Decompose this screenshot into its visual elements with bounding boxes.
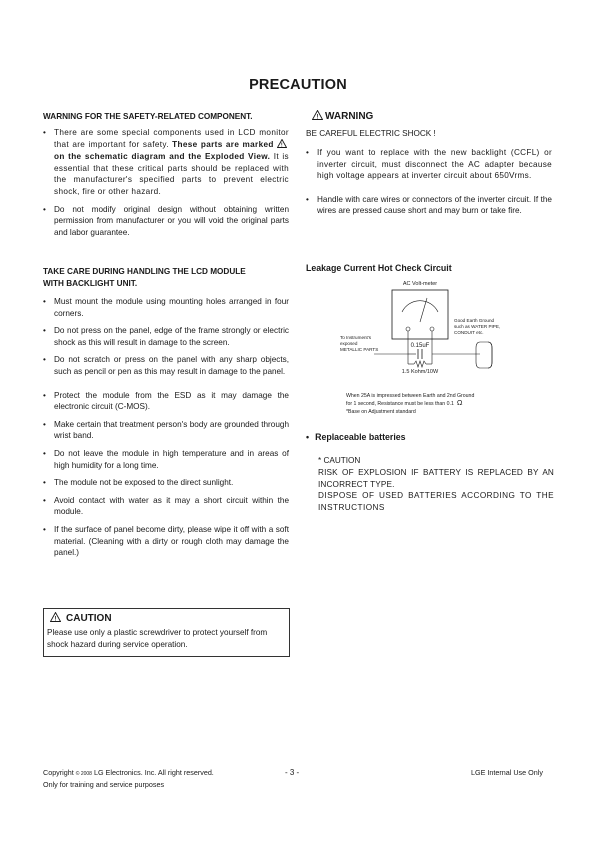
list-item: • Handle with care wires or connectors of the inverter circuit. If the wires are pressed cause short and may burn or take fire. xyxy=(306,194,552,217)
right-label-3: CONDUIT etc. xyxy=(454,330,484,335)
copyright-rest: LG Electronics. Inc. All right reserved. xyxy=(93,768,214,777)
right-label-1: Good Earth Ground xyxy=(454,318,495,323)
left-label-1: To Instrument's xyxy=(340,335,372,340)
safety-text-3: Do not modify original design without obtaining written permission from manufacturer or you will void the original parts and labor guarantee. xyxy=(54,204,289,237)
left-label-2: exposed xyxy=(340,341,358,346)
lcd-module-heading-line1: TAKE CARE DURING HANDLING THE LCD MODULE xyxy=(43,267,246,276)
list-item: • Do not scratch or press on the panel with any sharp objects, such as pencil or pen as this may result in damage to the panel. xyxy=(43,354,289,377)
warning-list xyxy=(306,147,552,217)
ohm-symbol: Ω xyxy=(456,398,463,407)
safety-component-list xyxy=(43,127,289,238)
warning-triangle-icon xyxy=(312,110,323,123)
footer-line2: Only for training and service purposes xyxy=(43,779,165,789)
list-item: • Must mount the module using mounting holes arranged in four corners. xyxy=(43,296,289,319)
warning-heading xyxy=(312,110,373,123)
capacitor-label: 0.15uF xyxy=(410,343,430,349)
note-line-1: When 25A is impressed between Earth and 2nd Ground xyxy=(346,393,475,399)
footer-line1 xyxy=(43,768,214,780)
safety-component-heading: WARNING FOR THE SAFETY-RELATED COMPONENT. xyxy=(43,112,253,121)
leakage-heading: Leakage Current Hot Check Circuit xyxy=(306,263,452,273)
batteries-heading xyxy=(306,432,406,442)
safety-bold-2: on the schematic diagram and the Exploded View. xyxy=(54,152,271,162)
list-item: • Do not press on the panel, edge of the frame strongly or electric shock as this will result in damage to the screen. xyxy=(43,325,289,348)
footer-copyright xyxy=(43,768,214,789)
lcd-module-heading-line2: WITH BACKLIGHT UNIT. xyxy=(43,279,138,288)
leakage-circuit-diagram xyxy=(330,276,560,416)
water-pipe-icon xyxy=(476,342,492,368)
caution-text: Please use only a plastic screwdriver to protect yourself from shock hazard during service operation. xyxy=(47,628,268,649)
list-item: • Make certain that treatment person's body are grounded through wrist band. xyxy=(43,419,289,442)
safety-bold-1: These parts are marked xyxy=(172,139,274,149)
list-item: • Avoid contact with water as it may a short circuit within the module. xyxy=(43,495,289,518)
terminal-right xyxy=(430,327,434,331)
batteries-caution xyxy=(318,455,554,514)
list-item: • If the surface of panel become dirty, please wipe it off with a soft material. (Cleaning with a dirty or rough cloth may damage the panel.) xyxy=(43,524,289,559)
caution-box xyxy=(43,608,290,657)
lcd-module-list xyxy=(43,296,289,559)
warning-triangle-icon xyxy=(277,139,287,152)
caution-heading xyxy=(50,612,112,625)
list-item xyxy=(43,127,289,198)
terminal-left xyxy=(406,327,410,331)
list-item: • The module not be exposed to the direct sunlight. xyxy=(43,477,289,489)
bullet-dot: • xyxy=(306,432,310,442)
meter-label: AC Volt-meter xyxy=(402,281,438,287)
right-label-2: such as WATER PIPE, xyxy=(454,324,501,329)
list-item xyxy=(43,204,289,239)
note-line-2-text: for 1 second, Resistance must be less than 0.1 xyxy=(346,401,454,407)
batteries-heading-text: Replaceable batteries xyxy=(315,432,406,442)
list-item: • Do not leave the module in high temperature and in areas of high humidity for a long time. xyxy=(43,448,289,471)
internal-use-label: LGE Internal Use Only xyxy=(471,768,543,777)
svg-text:!: ! xyxy=(280,142,284,148)
page-number: - 3 - xyxy=(285,768,300,777)
batteries-caution-line1: * CAUTION xyxy=(318,456,361,465)
warning-heading-text: WARNING xyxy=(325,111,374,122)
voltmeter-needle xyxy=(420,298,427,322)
resistor-label: 1.5 Kohm/10W xyxy=(401,369,439,375)
svg-text:!: ! xyxy=(316,114,319,120)
left-label-3: METALLIC PARTS xyxy=(340,347,379,352)
warning-triangle-icon xyxy=(50,612,61,625)
list-item: • If you want to replace with the new backlight (CCFL) or inverter circuit, must disconnect the AC adapter because high voltage appears at inverter circuit about 650Vrms. xyxy=(306,147,552,182)
caution-heading-text: CAUTION xyxy=(66,613,112,624)
svg-text:!: ! xyxy=(54,616,57,622)
note-line-2 xyxy=(346,398,463,407)
copyright-year: © 2008 xyxy=(75,771,92,777)
safety-text-2: It is essential that these critical parts should be replaced with the manufacturer's specified parts to prevent electric shock, fire or other hazard. xyxy=(54,152,289,196)
batteries-caution-line2: RISK OF EXPLOSION IF BATTERY IS REPLACED BY AN INCORRECT TYPE. xyxy=(318,467,554,489)
resistor-symbol xyxy=(414,361,426,367)
list-item: • Protect the module from the ESD as it may damage the electronic circuit (C-MOS). xyxy=(43,390,289,413)
voltmeter-box xyxy=(392,290,448,339)
note-line-3: *Base on Adjustment standard xyxy=(346,409,416,415)
batteries-caution-line3: DISPOSE OF USED BATTERIES ACCORDING TO THE INSTRUCTIONS xyxy=(318,491,554,513)
lcd-module-heading xyxy=(43,266,246,290)
safety-text-1: There are some special components used in LCD monitor that are important for safety. xyxy=(54,128,289,149)
copyright-prefix: Copyright xyxy=(43,768,74,777)
voltmeter-scale xyxy=(402,301,438,312)
page-title: PRECAUTION xyxy=(249,77,347,93)
water-pipe-end xyxy=(488,342,492,368)
electric-shock-subheading: BE CAREFUL ELECTRIC SHOCK ! xyxy=(306,129,436,138)
